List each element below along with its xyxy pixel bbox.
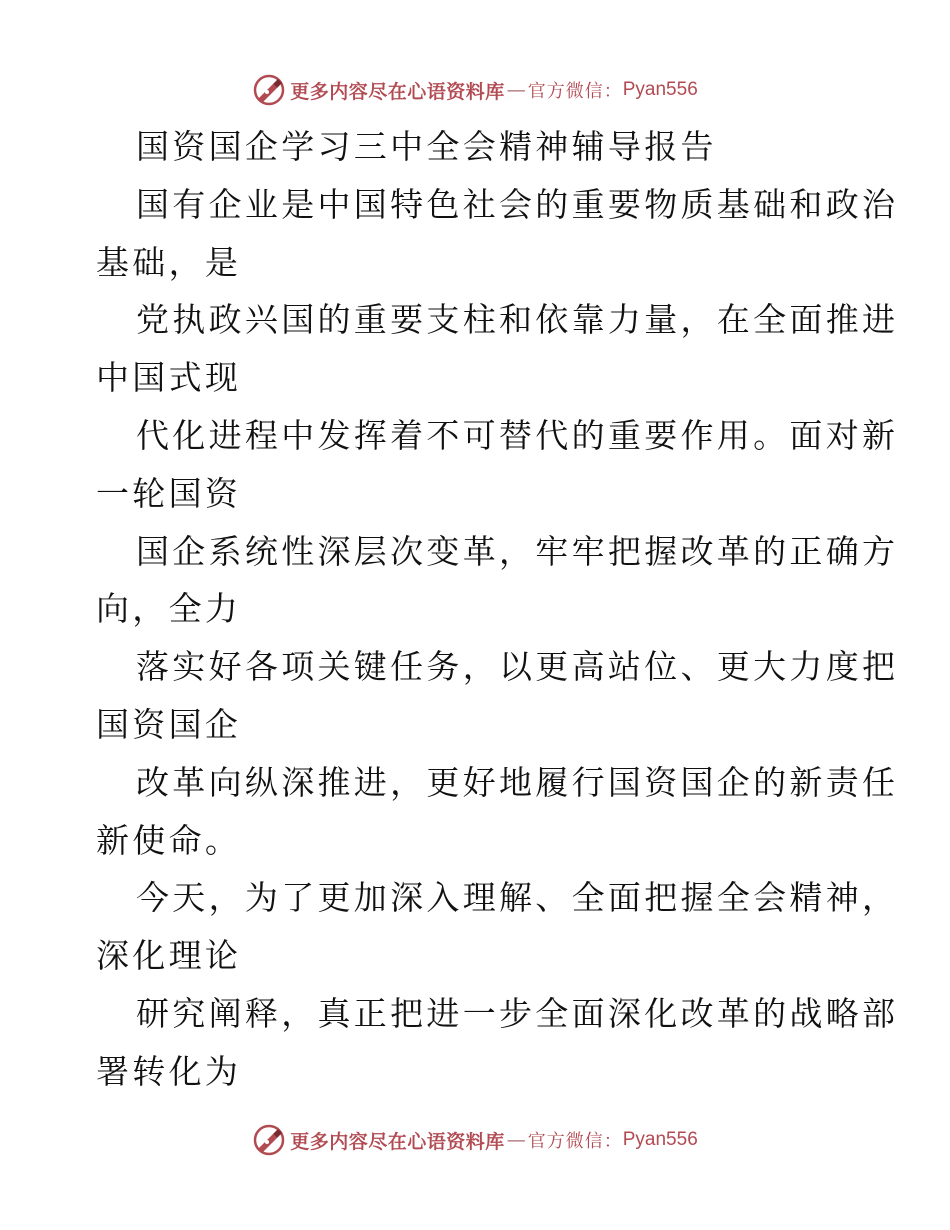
text-line: 国企系统性深层次变革，牢牢把握改革的正确方: [136, 531, 899, 571]
promo-text: 更多内容尽在心语资料库: [290, 80, 505, 103]
text-line: 落实好各项关键任务，以更高站位、更大力度把: [136, 647, 899, 687]
text-line: 党执政兴国的重要支柱和依靠力量，在全面推进: [136, 300, 899, 340]
text-line: 中国式现: [96, 358, 242, 398]
text-line: 一轮国资: [96, 473, 242, 513]
pen-logo-icon: [252, 73, 286, 107]
document-body: [96, 118, 899, 1101]
promo-text: 更多内容尽在心语资料库: [290, 1130, 505, 1153]
text-line: 深化理论: [96, 936, 242, 976]
pen-logo-icon: [252, 1123, 286, 1157]
text-line: 向，全力: [96, 589, 242, 629]
separator: —: [506, 1129, 526, 1151]
text-line: 署转化为: [96, 1051, 242, 1091]
text-line: 研究阐释，真正把进一步全面深化改革的战略部: [136, 993, 899, 1033]
text-line: 国资国企: [96, 704, 242, 744]
footer-banner: [0, 1120, 950, 1160]
separator: —: [506, 79, 526, 101]
wechat-label: 官方微信：: [527, 81, 623, 102]
wechat-id: Pyan556: [622, 1129, 698, 1150]
text-line: 国有企业是中国特色社会的重要物质基础和政治: [136, 184, 899, 224]
text-line: 代化进程中发挥着不可替代的重要作用。面对新: [136, 415, 899, 455]
document-title: 国资国企学习三中全会精神辅导报告: [136, 127, 717, 166]
text-line: 改革向纵深推进，更好地履行国资国企的新责任: [136, 762, 899, 802]
text-line: 基础，是: [96, 242, 242, 282]
wechat-label: 官方微信：: [527, 1131, 623, 1152]
text-line: 新使命。: [96, 820, 242, 860]
header-banner: [0, 70, 950, 110]
text-line: 今天，为了更加深入理解、全面把握全会精神，: [136, 878, 899, 918]
wechat-id: Pyan556: [622, 79, 698, 100]
